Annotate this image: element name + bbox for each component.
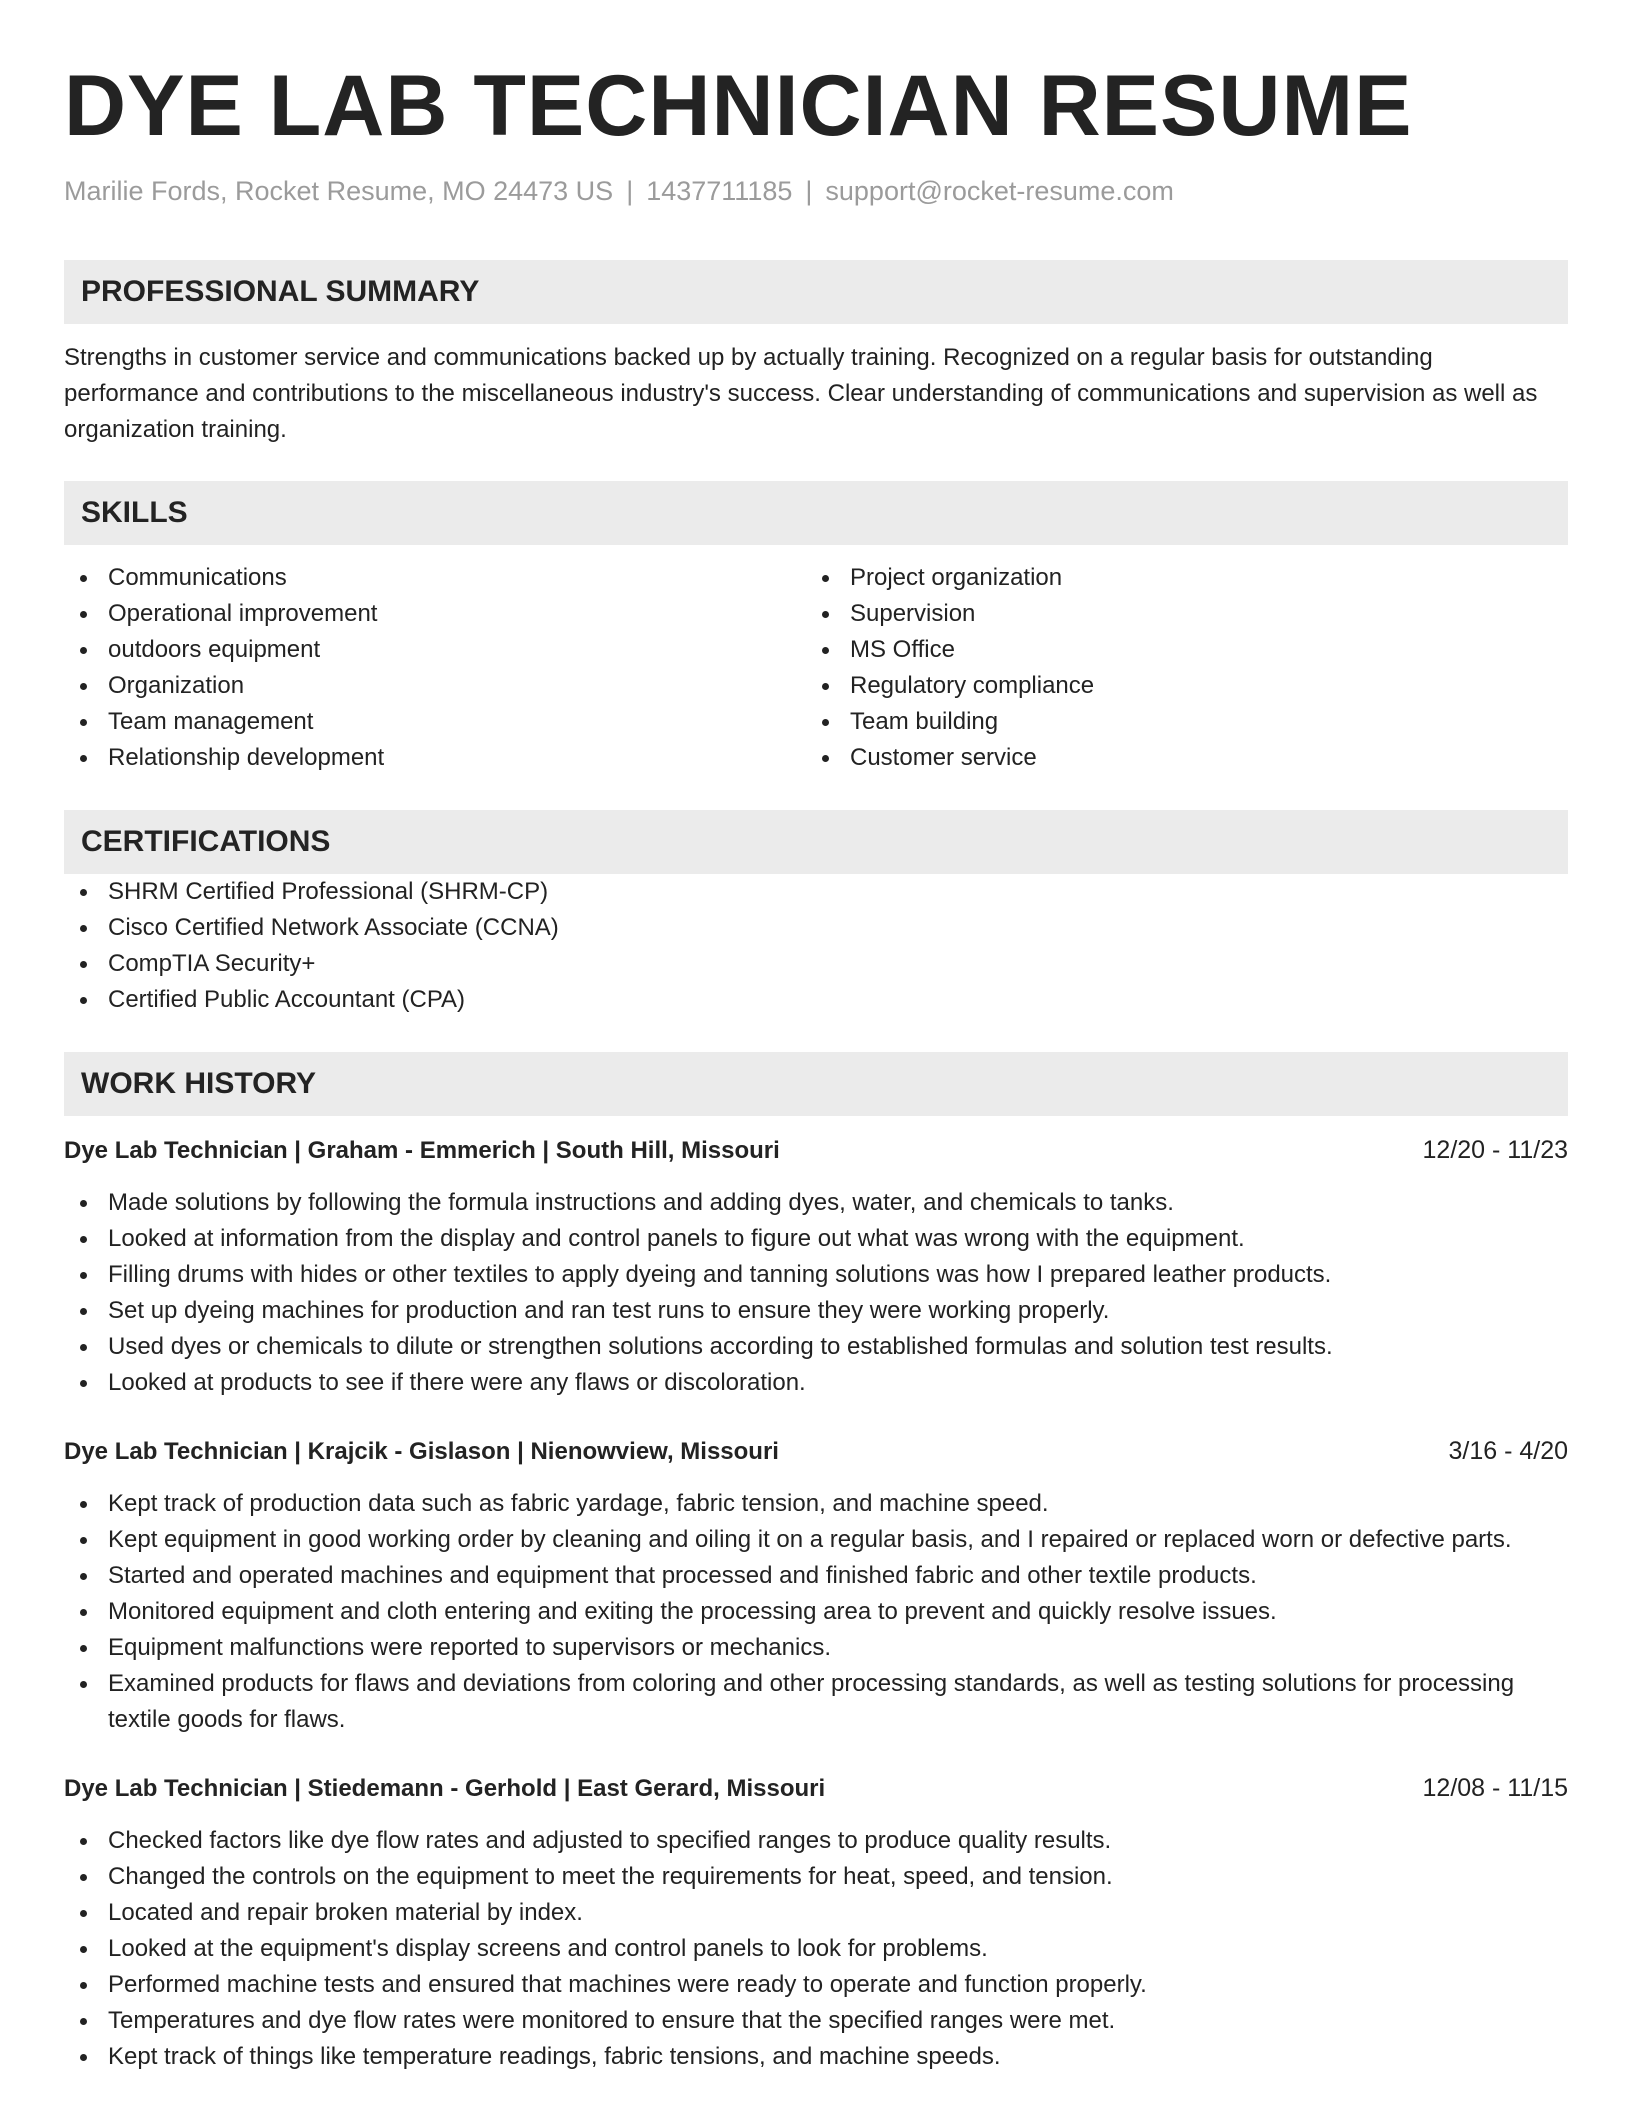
job-bullet: Kept track of production data such as fabric yardage, fabric tension, and machine speed.: [64, 1486, 1568, 1522]
skill-item: outdoors equipment: [64, 632, 806, 668]
job-header: [64, 1770, 1568, 1807]
certification-item: CompTIA Security+: [64, 946, 1568, 982]
contact-address: Marilie Fords, Rocket Resume, MO 24473 US: [64, 176, 614, 206]
job-bullet: Located and repair broken material by index.: [64, 1895, 1568, 1931]
job-bullet: Used dyes or chemicals to dilute or strengthen solutions according to established formulas and solution test results.: [64, 1329, 1568, 1365]
skills-column-left: [64, 560, 806, 776]
job-entry: [64, 1433, 1568, 1738]
job-dates: 3/16 - 4/20: [1448, 1437, 1568, 1465]
resume-title: DYE LAB TECHNICIAN RESUME: [64, 58, 1413, 154]
job-bullet: Examined products for flaws and deviations from coloring and other processing standards, as well as testing solutions for processing textile goods for flaws.: [64, 1666, 1568, 1738]
skills-list: [64, 560, 1568, 776]
job-bullet: Started and operated machines and equipment that processed and finished fabric and other textile products.: [64, 1558, 1568, 1594]
job-bullet: Monitored equipment and cloth entering and exiting the processing area to prevent and quickly resolve issues.: [64, 1594, 1568, 1630]
job-bullet: Made solutions by following the formula instructions and adding dyes, water, and chemicals to tanks.: [64, 1185, 1568, 1221]
job-bullet: Looked at the equipment's display screens and control panels to look for problems.: [64, 1931, 1568, 1967]
skills-column-right: [806, 560, 1548, 776]
summary-text: Strengths in customer service and communications backed up by actually training. Recognized on a regular basis for outstanding performance and contributions to the miscellaneous industry's success. Clear understanding of communications and supervision as well as organization training.: [64, 344, 1538, 443]
job-bullet: Looked at products to see if there were any flaws or discoloration.: [64, 1365, 1568, 1401]
contact-separator: |: [805, 176, 813, 206]
section-heading-skills: SKILLS: [64, 481, 1568, 545]
section-heading-certifications: CERTIFICATIONS: [64, 810, 1568, 874]
job-bullet: Kept equipment in good working order by cleaning and oiling it on a regular basis, and I repaired or replaced worn or defective parts.: [64, 1522, 1568, 1558]
contact-separator: |: [626, 176, 634, 206]
skill-item: Project organization: [806, 560, 1548, 596]
skill-item: Supervision: [806, 596, 1548, 632]
job-bullets: [64, 1486, 1568, 1738]
skill-item: Relationship development: [64, 740, 806, 776]
job-title: Dye Lab Technician | Stiedemann - Gerhold | East Gerard, Missouri: [64, 1775, 826, 1802]
job-title: Dye Lab Technician | Krajcik - Gislason | Nienowview, Missouri: [64, 1438, 779, 1465]
certification-item: SHRM Certified Professional (SHRM-CP): [64, 874, 1568, 910]
skill-item: Team building: [806, 704, 1548, 740]
skill-item: Team management: [64, 704, 806, 740]
job-bullet: Filling drums with hides or other textiles to apply dyeing and tanning solutions was how I prepared leather products.: [64, 1257, 1568, 1293]
job-entry: [64, 1770, 1568, 2075]
skill-item: MS Office: [806, 632, 1548, 668]
contact-phone: 1437711185: [646, 176, 793, 206]
job-bullet: Kept track of things like temperature readings, fabric tensions, and machine speeds.: [64, 2039, 1568, 2075]
section-heading-work-history: WORK HISTORY: [64, 1052, 1568, 1116]
job-title: Dye Lab Technician | Graham - Emmerich | South Hill, Missouri: [64, 1137, 780, 1164]
job-bullet: Temperatures and dye flow rates were monitored to ensure that the specified ranges were met.: [64, 2003, 1568, 2039]
resume-page: [64, 0, 1568, 2075]
contact-email: support@rocket-resume.com: [825, 176, 1174, 206]
job-header: [64, 1433, 1568, 1470]
job-bullet: Changed the controls on the equipment to meet the requirements for heat, speed, and tension.: [64, 1859, 1568, 1895]
section-heading-summary: PROFESSIONAL SUMMARY: [64, 260, 1568, 324]
certification-item: Cisco Certified Network Associate (CCNA): [64, 910, 1568, 946]
job-dates: 12/20 - 11/23: [1422, 1136, 1568, 1164]
skill-item: Customer service: [806, 740, 1548, 776]
contact-line: [64, 174, 1568, 208]
job-bullet: Performed machine tests and ensured that machines were ready to operate and function properly.: [64, 1967, 1568, 2003]
job-bullet: Set up dyeing machines for production and ran test runs to ensure they were working properly.: [64, 1293, 1568, 1329]
job-bullets: [64, 1185, 1568, 1401]
job-bullet: Checked factors like dye flow rates and adjusted to specified ranges to produce quality results.: [64, 1823, 1568, 1859]
certifications-list: [64, 874, 1568, 1018]
job-header: [64, 1132, 1568, 1169]
job-bullet: Looked at information from the display and control panels to figure out what was wrong with the equipment.: [64, 1221, 1568, 1257]
skill-item: Communications: [64, 560, 806, 596]
job-bullets: [64, 1823, 1568, 2075]
skill-item: Regulatory compliance: [806, 668, 1548, 704]
skill-item: Organization: [64, 668, 806, 704]
skill-item: Operational improvement: [64, 596, 806, 632]
job-bullet: Equipment malfunctions were reported to supervisors or mechanics.: [64, 1630, 1568, 1666]
job-dates: 12/08 - 11/15: [1422, 1774, 1568, 1802]
job-entry: [64, 1132, 1568, 1401]
certification-item: Certified Public Accountant (CPA): [64, 982, 1568, 1018]
